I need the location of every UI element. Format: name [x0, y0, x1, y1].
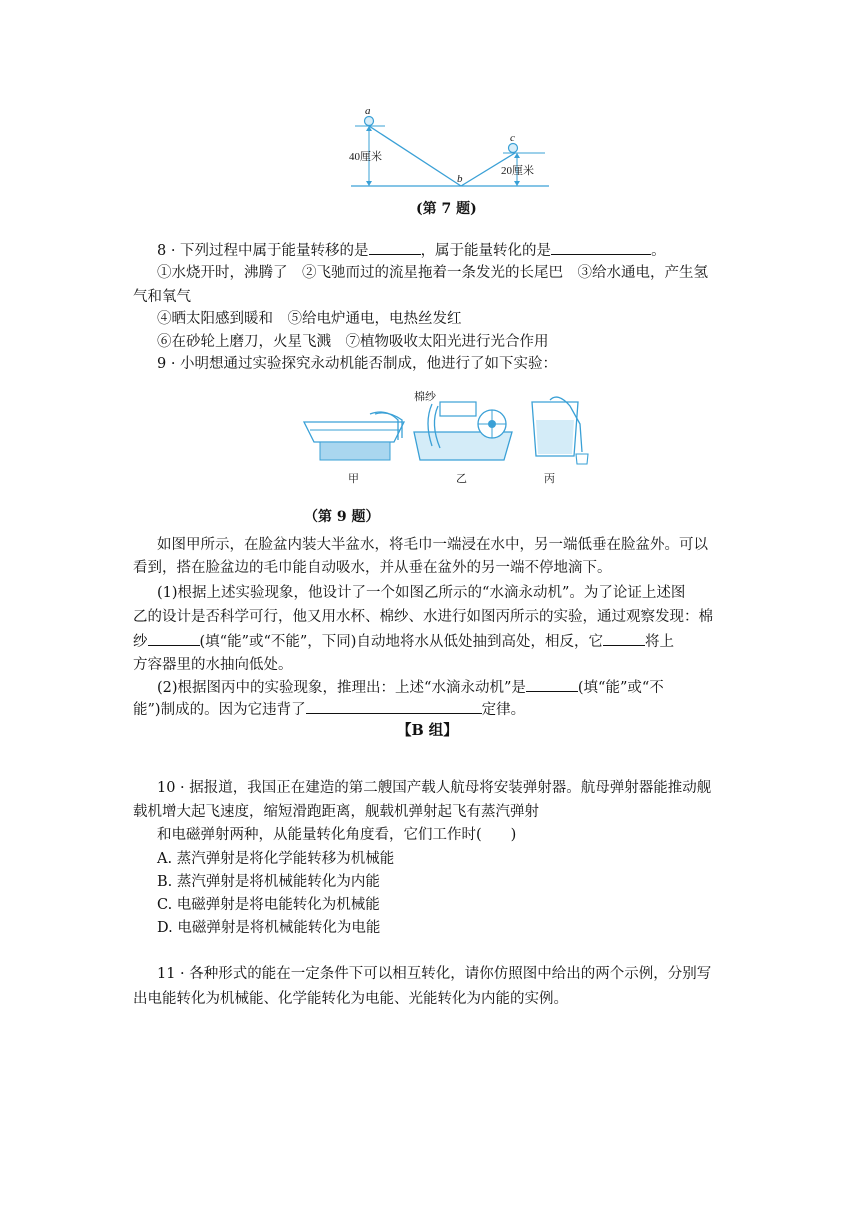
q10-line-3: 和电磁弹射两种，从能量转化角度看，它们工作时( ) — [157, 827, 517, 843]
cups-bing — [532, 397, 588, 464]
q9-blank-3[interactable] — [526, 677, 578, 692]
q9-text-5b: (填“能”或“不能”，下同)自动地将水从低处抽到高处，相反，它 — [199, 634, 603, 650]
figure-9-caption: （第 9 题） — [304, 509, 380, 525]
q9-para-2: 看到，搭在脸盆边的毛巾能自动吸水，并从垂在盆外的另一端不停地滴下。 — [133, 560, 612, 576]
q8-line-3: 气和氧气 — [133, 289, 191, 305]
group-b-heading: 【B 组】 — [397, 722, 458, 739]
q9-para-3: (1)根据上述实验现象，他设计了一个如图乙所示的“水滴永动机”。为了论证上述图 — [157, 585, 686, 601]
q9-para-1: 如图甲所示，在脸盆内装大半盆水，将毛巾一端浸在水中，另一端低垂在脸盆外。可以 — [157, 537, 708, 553]
label-40cm: 40厘米 — [349, 151, 382, 163]
q11-line-1: 11 · 各种形式的能在一定条件下可以相互转化，请你仿照图中给出的两个示例，分别写 — [157, 966, 712, 982]
figure-7-caption: (第 7 题) — [416, 201, 477, 217]
q8-blank-transfer[interactable] — [369, 240, 421, 255]
q9-line-1: 9 · 小明想通过实验探究永动机能否制成，他进行了如下实验： — [157, 356, 558, 372]
q10-line-2: 载机增大起飞速度，缩短滑跑距离，舰载机弹射起飞有蒸汽弹射 — [133, 804, 539, 820]
label-jia: 甲 — [348, 473, 359, 485]
q9-text-8b: 定律。 — [481, 702, 526, 718]
q8-text-1: 8 · 下列过程中属于能量转移的是 — [157, 243, 369, 259]
q10-line-1: 10 · 据报道，我国正在建造的第二艘国产载人航母将安装弹射器。航母弹射器能推动舰 — [157, 780, 712, 796]
basin-jia — [304, 412, 404, 460]
ball-a — [365, 117, 374, 126]
q8-line-1 — [157, 240, 666, 261]
q9-text-5c: 将上 — [644, 634, 674, 650]
q9-text-7a: (2)根据图丙中的实验现象，推理出：上述“水滴永动机”是 — [157, 680, 526, 696]
q9-para-6: 方容器里的水抽向低处。 — [133, 657, 293, 673]
q10-option-c[interactable]: C. 电磁弹射是将电能转化为机械能 — [157, 897, 380, 913]
q10-option-a[interactable]: A. 蒸汽弹射是将化学能转移为机械能 — [157, 851, 395, 867]
device-yi — [414, 402, 512, 460]
q8-blank-conversion[interactable] — [551, 240, 651, 255]
label-c: c — [510, 132, 515, 144]
q9-para-5 — [133, 631, 674, 652]
q9-text-7b: (填“能”或“不 — [577, 680, 664, 696]
q9-text-5a: 纱 — [133, 634, 148, 650]
q9-text-8a: 能”)制成的。因为它违背了 — [133, 702, 306, 718]
q9-blank-2[interactable] — [603, 631, 645, 646]
q11-line-2: 出电能转化为机械能、化学能转化为电能、光能转化为内能的实例。 — [133, 991, 568, 1007]
q8-text-2: ，属于能量转化的是 — [420, 243, 552, 259]
figure-9-diagram — [300, 384, 600, 494]
q9-blank-1[interactable] — [148, 631, 200, 646]
q8-text-3: 。 — [651, 243, 666, 259]
q8-line-4: ④晒太阳感到暖和 ⑤给电炉通电，电热丝发红 — [157, 311, 462, 327]
q9-para-4: 乙的设计是否科学可行，他又用水杯、棉纱、水进行如图丙所示的实验，通过观察发现：棉 — [133, 609, 713, 625]
label-yi: 乙 — [456, 473, 467, 485]
q9-para-8 — [133, 699, 525, 720]
label-cotton: 棉纱 — [414, 391, 436, 403]
q8-line-5: ⑥在砂轮上磨刀，火星飞溅 ⑦植物吸收太阳光进行光合作用 — [157, 334, 549, 350]
label-b: b — [457, 173, 463, 185]
q8-line-2: ①水烧开时，沸腾了 ②飞驰而过的流星拖着一条发光的长尾巴 ③给水通电，产生氢 — [157, 265, 708, 281]
label-a: a — [365, 105, 371, 117]
q9-para-7 — [157, 677, 664, 698]
q9-blank-4[interactable] — [306, 699, 482, 714]
ball-c — [509, 144, 518, 153]
q10-option-d[interactable]: D. 电磁弹射是将机械能转化为电能 — [157, 920, 381, 936]
figure-7-diagram — [345, 104, 555, 194]
label-20cm: 20厘米 — [501, 165, 534, 177]
q10-option-b[interactable]: B. 蒸汽弹射是将机械能转化为内能 — [157, 874, 380, 890]
label-bing: 丙 — [544, 473, 555, 485]
